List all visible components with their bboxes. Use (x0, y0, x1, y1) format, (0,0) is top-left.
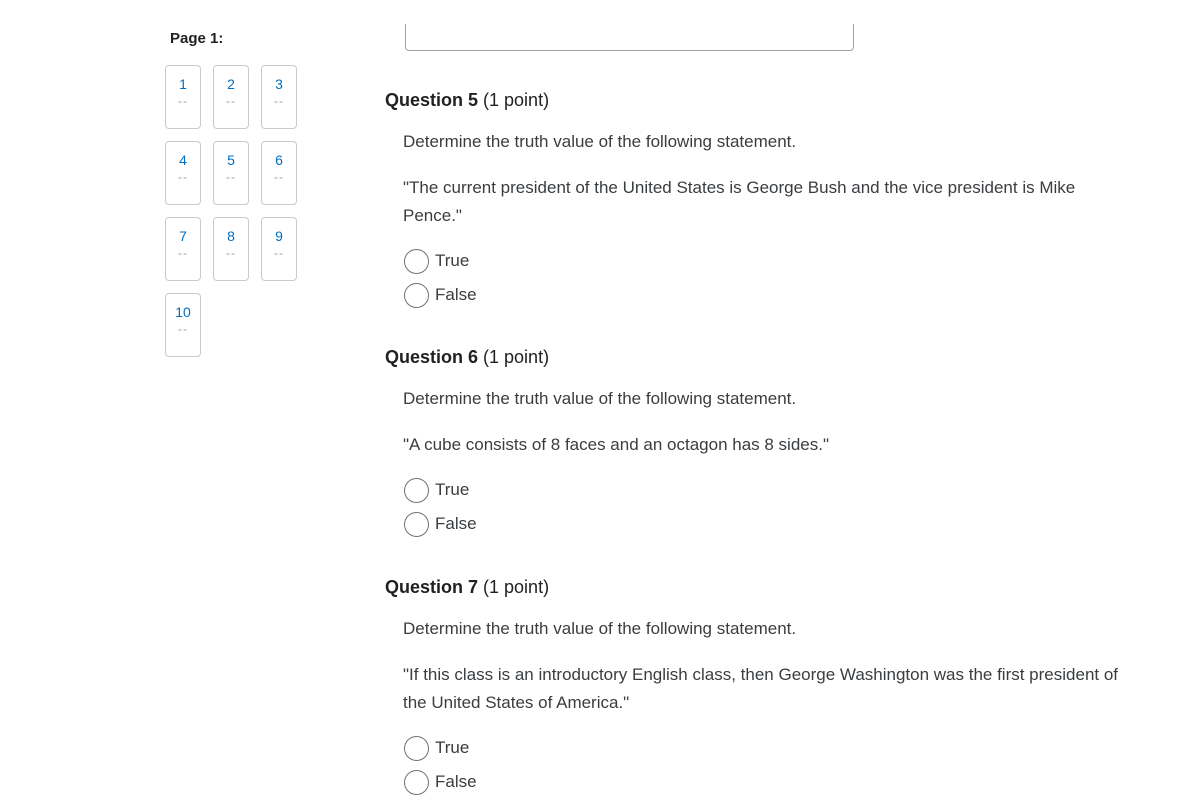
nav-question-status: -- (178, 322, 188, 336)
question-label: Question 7 (385, 577, 479, 597)
nav-question-number: 2 (227, 76, 235, 92)
nav-question-status: -- (178, 170, 188, 184)
answer-options (404, 473, 1165, 541)
question-header (385, 346, 1165, 368)
radio-button[interactable] (404, 283, 429, 308)
option-true[interactable] (404, 244, 1165, 278)
question-header (385, 576, 1165, 598)
option-label: False (435, 514, 477, 533)
option-label: True (435, 480, 470, 499)
radio-button[interactable] (404, 249, 429, 274)
radio-button[interactable] (404, 770, 429, 795)
nav-question-number: 3 (275, 76, 283, 92)
answer-options (404, 731, 1165, 799)
option-label: False (435, 772, 477, 791)
nav-question-number: 1 (179, 76, 187, 92)
question-5 (385, 89, 1165, 312)
nav-question-7[interactable] (165, 217, 201, 281)
option-label: True (435, 738, 470, 757)
nav-question-6[interactable] (261, 141, 297, 205)
nav-question-number: 8 (227, 228, 235, 244)
nav-question-4[interactable] (165, 141, 201, 205)
option-false[interactable] (404, 278, 1165, 312)
nav-question-status: -- (226, 170, 236, 184)
question-header (385, 89, 1165, 111)
question-statement: "A cube consists of 8 faces and an octagon has 8 sides." (403, 435, 830, 454)
nav-question-status: -- (178, 246, 188, 260)
question-statement: "If this class is an introductory English class, then George Washington was the first president of the United States of America." (403, 665, 1119, 712)
radio-button[interactable] (404, 478, 429, 503)
option-false[interactable] (404, 507, 1165, 541)
previous-answer-field[interactable] (405, 24, 854, 51)
question-statement: "The current president of the United States is George Bush and the vice president is Mike Pence." (403, 178, 1076, 225)
radio-button[interactable] (404, 512, 429, 537)
nav-question-10[interactable] (165, 293, 201, 357)
nav-question-number: 6 (275, 152, 283, 168)
nav-question-8[interactable] (213, 217, 249, 281)
question-label: Question 5 (385, 90, 479, 110)
option-false[interactable] (404, 765, 1165, 799)
question-label: Question 6 (385, 347, 479, 367)
nav-question-status: -- (274, 170, 284, 184)
nav-question-number: 7 (179, 228, 187, 244)
nav-question-3[interactable] (261, 65, 297, 129)
answer-options (404, 244, 1165, 312)
nav-question-number: 4 (179, 152, 187, 168)
nav-question-1[interactable] (165, 65, 201, 129)
option-label: True (435, 251, 470, 270)
option-true[interactable] (404, 473, 1165, 507)
question-navigator (165, 30, 305, 336)
question-points: (1 point) (483, 90, 550, 110)
nav-question-status: -- (274, 94, 284, 108)
question-points: (1 point) (483, 577, 550, 597)
question-points: (1 point) (483, 347, 550, 367)
option-true[interactable] (404, 731, 1165, 765)
option-label: False (435, 285, 477, 304)
nav-question-status: -- (274, 246, 284, 260)
nav-question-status: -- (226, 94, 236, 108)
question-prompt: Determine the truth value of the following statement. (403, 132, 797, 151)
nav-question-status: -- (178, 94, 188, 108)
nav-question-2[interactable] (213, 65, 249, 129)
nav-question-status: -- (226, 246, 236, 260)
question-6 (385, 346, 1165, 541)
nav-question-9[interactable] (261, 217, 297, 281)
page-title: Page 1: (170, 30, 224, 47)
question-7 (385, 576, 1165, 799)
nav-question-number: 5 (227, 152, 235, 168)
nav-question-number: 10 (175, 304, 191, 320)
radio-button[interactable] (404, 736, 429, 761)
question-prompt: Determine the truth value of the following statement. (403, 389, 797, 408)
nav-question-5[interactable] (213, 141, 249, 205)
question-prompt: Determine the truth value of the following statement. (403, 619, 797, 638)
nav-question-number: 9 (275, 228, 283, 244)
